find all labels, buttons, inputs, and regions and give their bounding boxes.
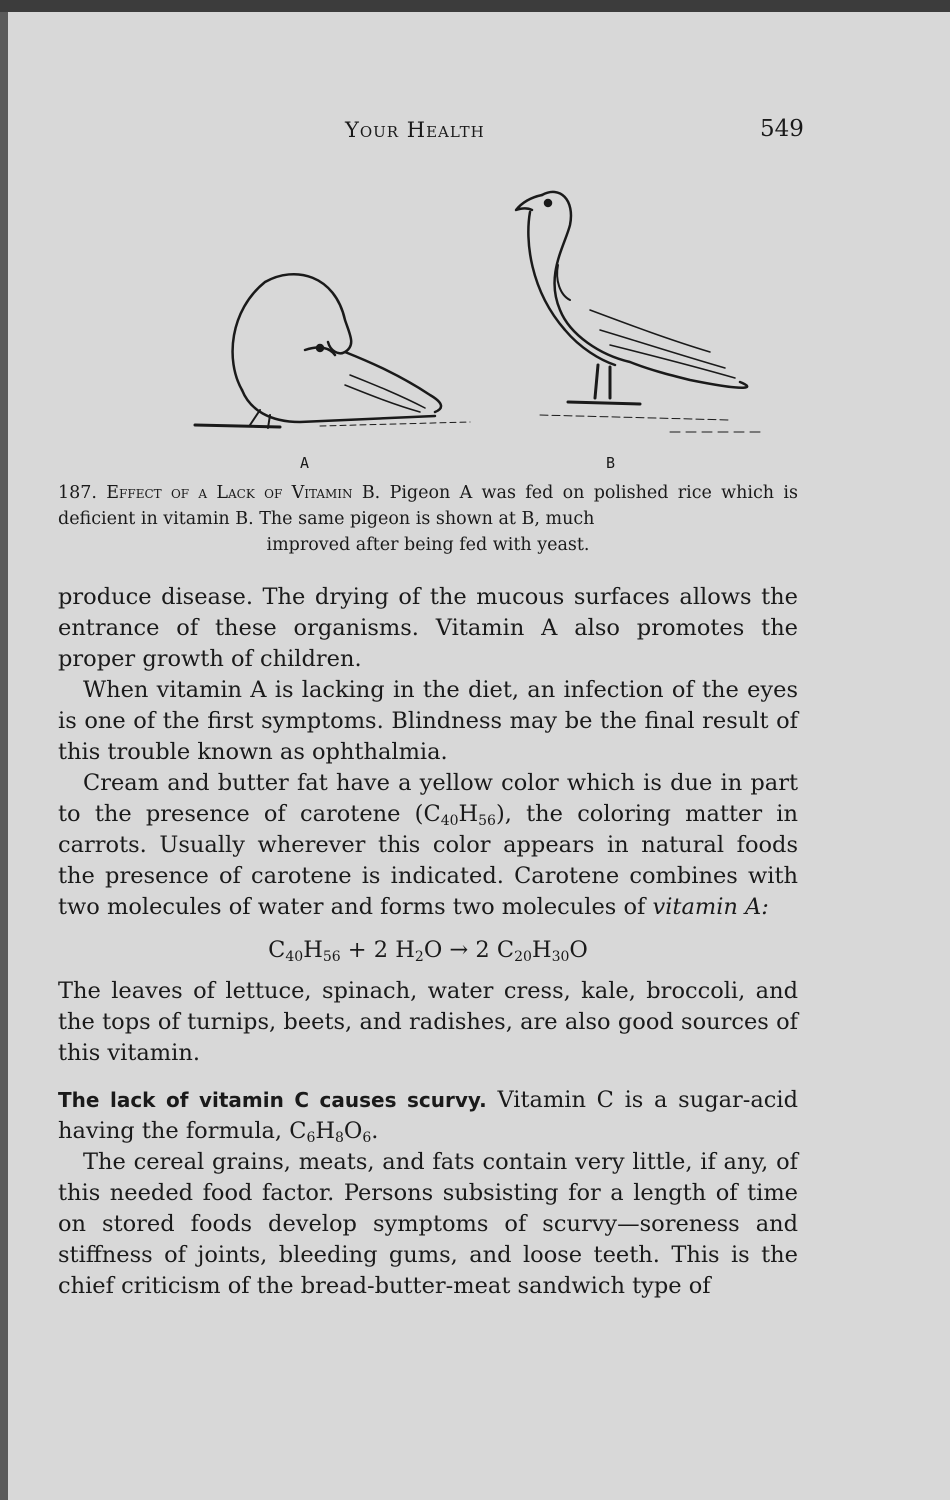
pigeon-illustration [170, 170, 770, 470]
figure-label-b: B [606, 454, 616, 472]
pigeon-b-drawing [516, 192, 760, 432]
pigeon-figure [170, 170, 770, 470]
caption-text: Pigeon A was fed on polished rice which is deficient in vitamin B. The same pigeon is shown at B, much [58, 483, 798, 529]
figure-label-a: A [300, 454, 310, 472]
paragraph-6: The cereal grains, meats, and fats contain very little, if any, of this needed food factor. Persons subsisting for a length of time on stored foods develop symptoms of scurvy—soreness and stiffness of joints, bleeding gums, and loose teeth. This is the chief criticism of the bread-butter-meat sandwich type of [58, 1149, 798, 1299]
chemical-equation: $C_{40}H_{56} + 2$ $H_2O \to 2$ $C_{20}H_{30}O$ [268, 937, 588, 965]
section-heading: The lack of vitamin C causes scurvy. [58, 1088, 487, 1112]
scan-top-edge [0, 0, 950, 12]
figure-title: Effect of a Lack of Vitamin B. [106, 483, 381, 503]
figure-caption [58, 480, 798, 558]
paragraph-5: The lack of vitamin C causes scurvy. Vitamin C is a sugar-acid having the formula, $C_6H_8O_6$. [58, 1087, 798, 1146]
paragraph-1: produce disease. The drying of the mucous surfaces allows the entrance of these organisms. Vitamin A also promotes the proper growth of children. [58, 584, 798, 672]
pigeon-a-drawing [195, 274, 470, 428]
figure-number: 187. [58, 483, 97, 503]
italic-term: vitamin A: [652, 894, 769, 920]
running-header: Your Health [345, 118, 485, 142]
page-number: 549 [760, 116, 804, 142]
caption-last-line: improved after being fed with yeast. [266, 535, 590, 555]
paragraph-3: Cream and butter fat have a yellow color which is due in part to the presence of carotene $(C_{40}H_{56})$, the coloring matter in carrots. Usually wherever this color appears in natural foods the presence of carotene is indicated. Carotene combines with two molecules of water and forms two molecules of vitamin A: [58, 770, 798, 920]
main-text [58, 582, 798, 1302]
paragraph-2: When vitamin A is lacking in the diet, an infection of the eyes is one of the first symptoms. Blindness may be the final result of this trouble known as ophthalmia. [58, 677, 798, 765]
paragraph-4: The leaves of lettuce, spinach, water cress, kale, broccoli, and the tops of turnips, beets, and radishes, are also good sources of this vitamin. [58, 978, 798, 1066]
